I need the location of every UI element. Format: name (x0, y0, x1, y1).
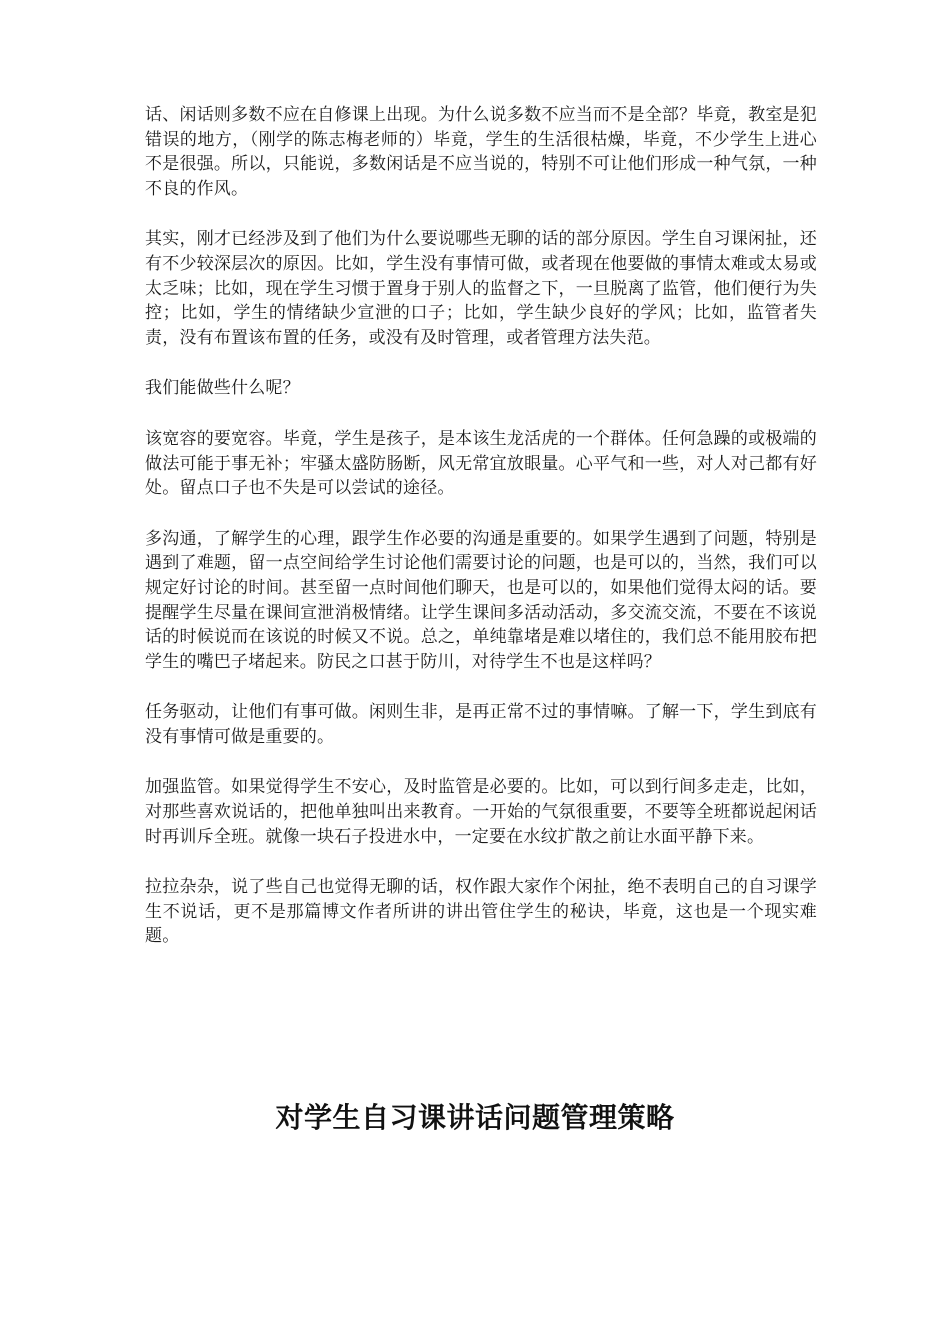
section-title: 对学生自习课讲话问题管理策略 (275, 1101, 675, 1134)
paragraph-question: 我们能做些什么呢？ (145, 378, 300, 399)
paragraph-supervision: 加强监管。如果觉得学生不安心，及时监管是必要的。比如，可以到行间多走走，比如，对那些喜欢说话的，把他单独叫出来教育。一开始的气氛很重要，不要等全班都说起闲话时再训斥全班。就像一块石子投进水中，一定要在水纹扩散之前让水面平静下来。 (145, 777, 817, 847)
paragraph-communication: 多沟通，了解学生的心理，跟学生作必要的沟通是重要的。如果学生遇到了问题，特别是遇到了难题，留一点空间给学生讨论他们需要讨论的问题，也是可以的，当然，我们可以规定好讨论的时间。甚至留一点时间他们聊天，也是可以的，如果他们觉得太闷的话。要提醒学生尽量在课间宣泄消极情绪。让学生课间多活动活动，多交流交流，不要在不该说话的时候说而在该说的时候又不说。总之，单纯靠堵是难以堵住的，我们总不能用胶布把学生的嘴巴子堵起来。防民之口甚于防川，对待学生不也是这样吗？ (145, 528, 817, 672)
paragraph-task-driven: 任务驱动，让他们有事可做。闲则生非，是再正常不过的事情嘛。了解一下，学生到底有没有事情可做是重要的。 (145, 702, 817, 747)
paragraph-conclusion: 拉拉杂杂，说了些自己也觉得无聊的话，权作跟大家作个闲扯，绝不表明自己的自习课学生不说话，更不是那篇博文作者所讲的讲出管住学生的秘诀，毕竟，这也是一个现实难题。 (145, 877, 817, 947)
paragraph-tolerance: 该宽容的要宽容。毕竟，学生是孩子，是本该生龙活虎的一个群体。任何急躁的或极端的做法可能于事无补；牢骚太盛防肠断，风无常宜放眼量。心平气和一些，对人对己都有好处。留点口子也不失是可以尝试的途径。 (145, 428, 817, 499)
paragraph-continuation: 话、闲话则多数不应在自修课上出现。为什么说多数不应当而不是全部？毕竟，教室是犯错误的地方，（刚学的陈志梅老师的）毕竟，学生的生活很枯燥，毕竟，不少学生上进心不是很强。所以，只能说，多数闲话是不应当说的，特别不可让他们形成一种气氛，一种不良的作风。 (145, 105, 817, 199)
paragraph-causes: 其实，刚才已经涉及到了他们为什么要说哪些无聊的话的部分原因。学生自习课闲扯，还有不少较深层次的原因。比如，学生没有事情可做，或者现在他要做的事情太难或太易或太乏味；比如，现在学生习惯于置身于别人的监督之下，一旦脱离了监管，他们便行为失控；比如，学生的情绪缺少宣泄的口子；比如，学生缺少良好的学风；比如，监管者失责，没有布置该布置的任务，或没有及时管理，或者管理方法失范。 (145, 229, 817, 348)
document-body (145, 103, 817, 975)
